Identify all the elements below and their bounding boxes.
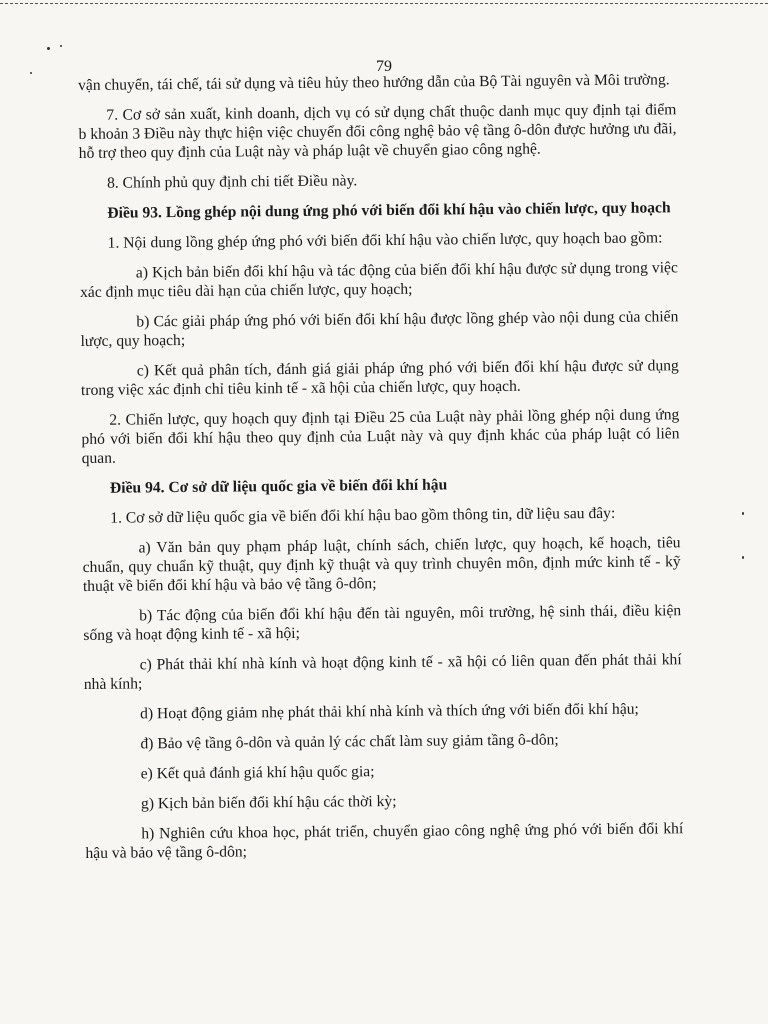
- article-94-point-g: g) Kịch bản biến đổi khí hậu các thời kỳ;: [140, 792, 397, 813]
- scan-speck: [47, 47, 50, 50]
- page-number: 79: [376, 58, 392, 75]
- article-94-heading: Điều 94. Cơ sở dữ liệu quốc gia về biến đổi khí hậu: [109, 476, 448, 497]
- article-94-point-e: e) Kết quả đánh giá khí hậu quốc gia;: [140, 763, 375, 783]
- article-94-point-a: a) Văn bản quy phạm pháp luật, chính sách, chiến lược, quy hoạch, kế hoạch, tiêu chuẩn, quy chuẩn kỹ thuật, quy định kỹ thuật và quy trình chuyên môn, định mức kinh tế - kỹ thuật về biến đổi khí hậu và bảo vệ tầng ô-dôn;: [82, 534, 681, 595]
- article-94-point-b: b) Tác động của biến đổi khí hậu đến tài nguyên, môi trường, hệ sinh thái, điều kiện sống và hoạt động kinh tế - xã hội;: [83, 602, 682, 644]
- scan-speck: [742, 556, 744, 559]
- article-93-point-a: a) Kịch bản biến đổi khí hậu và tác động của biến đổi khí hậu được sử dụng trong việc xác định mục tiêu dài hạn của chiến lược, quy hoạch;: [79, 259, 678, 301]
- article-94-clause-1: 1. Cơ sở dữ liệu quốc gia về biến đổi khí hậu bao gồm thông tin, dữ liệu sau đây:: [110, 504, 616, 527]
- article-94-point-d: d) Hoạt động giảm nhẹ phát thải khí nhà kính và thích ứng với biến đổi khí hậu;: [140, 700, 639, 723]
- article-93-clause-1: 1. Nội dung lồng ghép ứng phó với biến đổi khí hậu vào chiến lược, quy hoạch bao gồm:: [107, 229, 663, 252]
- clause-8: 8. Chính phủ quy định chi tiết Điều này.: [106, 172, 358, 192]
- clause-7: 7. Cơ sở sản xuất, kinh doanh, dịch vụ có sử dụng chất thuộc danh mục quy định tại điểm b khoản 3 Điều này thực hiện việc chuyển đổi công nghệ bảo vệ tầng ô-dôn được hưởng ưu đãi, hỗ trợ theo quy định của Luật này và pháp luật về chuyển giao công nghệ.: [78, 101, 677, 162]
- article-93-clause-2: 2. Chiến lược, quy hoạch quy định tại Điều 25 của Luật này phải lồng ghép nội dung ứng phó với biến đổi khí hậu theo quy định của Luật này và quy định khác của pháp luật có liên quan.: [81, 406, 680, 467]
- paragraph-continuation: vận chuyển, tái chế, tái sử dụng và tiêu hủy theo hướng dẫn của Bộ Tài nguyên và Môi trường.: [78, 71, 670, 94]
- article-93-point-b: b) Các giải pháp ứng phó với biến đổi khí hậu được lồng ghép vào nội dung của chiến lược, quy hoạch;: [80, 308, 679, 350]
- article-94-point-c: c) Phát thải khí nhà kính và hoạt động kinh tế - xã hội có liên quan đến phát thải khí nhà kính;: [83, 651, 682, 693]
- scan-top-border: [0, 3, 768, 4]
- document-body: [78, 70, 684, 874]
- scan-speck: [60, 45, 62, 47]
- article-94-point-dd: đ) Bảo vệ tầng ô-dôn và quản lý các chất làm suy giảm tầng ô-dôn;: [140, 731, 559, 753]
- scan-speck: [742, 512, 744, 515]
- article-94-point-h: h) Nghiên cứu khoa học, phát triển, chuyển giao công nghệ ứng phó với biến đổi khí hậu và bảo vệ tầng ô-dôn;: [85, 820, 684, 862]
- article-93-heading: Điều 93. Lồng ghép nội dung ứng phó với biến đổi khí hậu vào chiến lược, quy hoạch: [107, 199, 671, 222]
- article-93-point-c: c) Kết quả phân tích, đánh giá giải pháp ứng phó với biến đổi khí hậu được sử dụng trong việc xác định chỉ tiêu kinh tế - xã hội của chiến lược, quy hoạch.: [80, 357, 679, 399]
